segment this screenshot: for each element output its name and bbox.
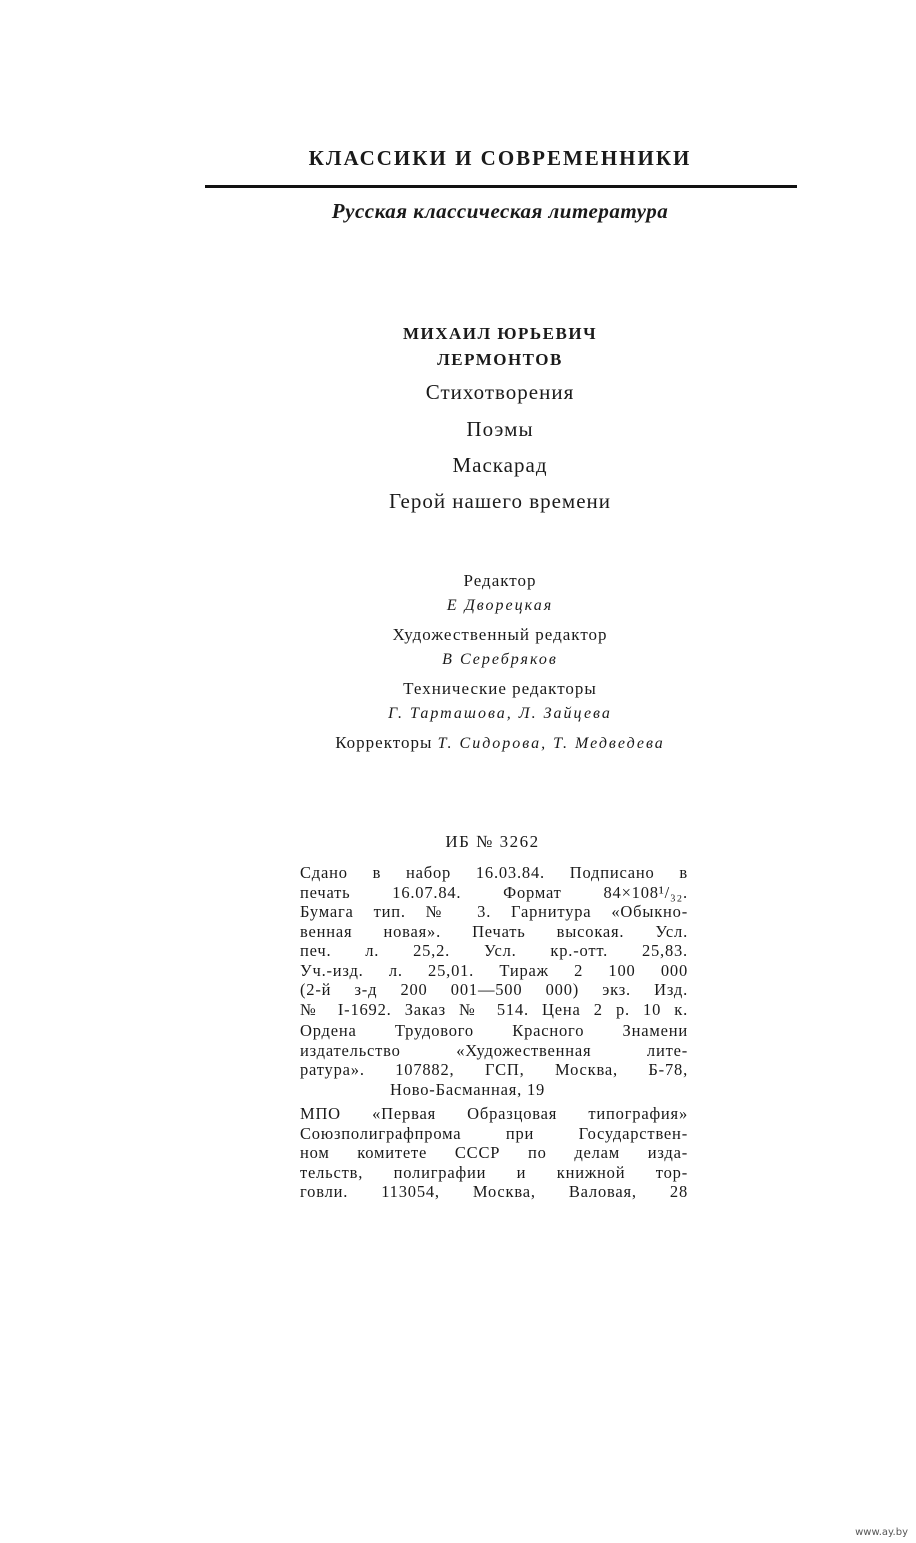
work-title: Стихотворения	[425, 380, 575, 404]
imprint-line: венная новая». Печать высокая. Усл.	[300, 921, 688, 941]
art-editor-role: Художественный редактор	[392, 625, 608, 644]
author-first-name: МИХАИЛ ЮРЬЕВИЧ	[402, 324, 598, 343]
tech-editors-role: Технические редакторы	[403, 679, 597, 698]
imprint-line: Ордена Трудового Красного Знамени	[300, 1021, 688, 1040]
art-editor-name: В Серебряков	[442, 651, 558, 668]
work-title: Герой нашего времени	[388, 489, 612, 513]
correctors-names: Т. Сидорова, Т. Медведева	[437, 735, 665, 752]
series-divider	[205, 185, 797, 188]
author-last-name: ЛЕРМОНТОВ	[437, 350, 563, 369]
imprint-line: печ. л. 25,2. Усл. кр.-отт. 25,83.	[300, 941, 688, 960]
imprint-line: МПО «Первая Образцовая типография»	[300, 1104, 688, 1123]
imprint-line: (2-й з-д 200 001—500 000) экз. Изд.	[300, 980, 688, 999]
work-title: Маскарад	[452, 453, 548, 477]
work-title: Поэмы	[466, 417, 534, 441]
editor-name: Е Дворецкая	[446, 597, 554, 614]
imprint-line: Ново-Басманная, 19	[390, 1079, 546, 1099]
correctors-line	[250, 733, 750, 753]
imprint-line: № I-1692. Заказ № 514. Цена 2 р. 10 к.	[300, 999, 688, 1019]
watermark: www.ay.by	[855, 1527, 908, 1538]
imprint-line: печать 16.07.84. Формат 84×108¹/₃₂.	[300, 882, 688, 902]
ib-number: ИБ № 3262	[445, 832, 540, 851]
correctors-role: Корректоры	[335, 733, 433, 752]
imprint-line: издательство «Художественная лите-	[300, 1040, 688, 1060]
imprint-line: ратура». 107882, ГСП, Москва, Б-78,	[300, 1060, 688, 1079]
imprint-line: тельств, полиграфии и книжной тор-	[300, 1162, 688, 1182]
imprint-line: ном комитете СССР по делам изда-	[300, 1143, 688, 1162]
imprint-line: говли. 113054, Москва, Валовая, 28	[300, 1182, 688, 1201]
tech-editors-names: Г. Тарташова, Л. Зайцева	[388, 705, 612, 722]
printing-details	[300, 863, 688, 1019]
typography-details	[300, 1104, 688, 1202]
series-subtitle: Русская классическая литература	[331, 199, 669, 223]
imprint-line: Союзполиграфпрома при Государствен-	[300, 1123, 688, 1143]
publisher-details	[300, 1021, 688, 1099]
imprint-line: Уч.-изд. л. 25,01. Тираж 2 100 000	[300, 960, 688, 980]
editor-role: Редактор	[463, 571, 537, 590]
series-title: КЛАССИКИ И СОВРЕМЕННИКИ	[308, 146, 692, 170]
imprint-line: Бумага тип. № 3. Гарнитура «Обыкно-	[300, 902, 688, 921]
imprint-line: Сдано в набор 16.03.84. Подписано в	[300, 863, 688, 882]
